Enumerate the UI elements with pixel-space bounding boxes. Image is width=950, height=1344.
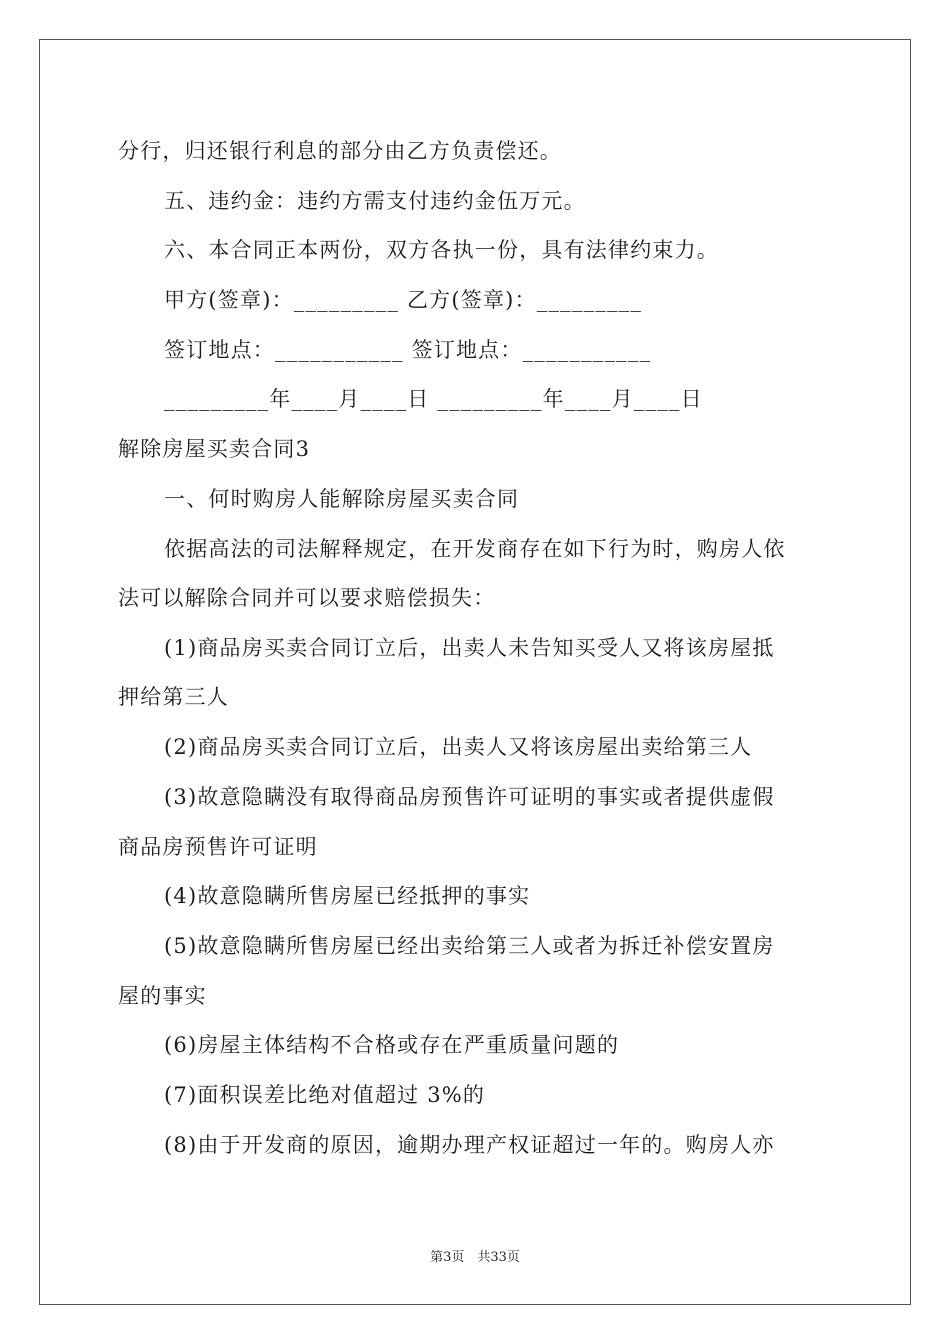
list-item-continuation: 屋的事实 <box>118 984 207 1008</box>
paragraph-line: 法可以解除合同并可以要求赔偿损失： <box>118 586 496 610</box>
page-number-footer: 第3页 共33页 <box>430 1250 520 1265</box>
list-item: (2)商品房买卖合同订立后，出卖人又将该房屋出卖给第三人 <box>164 735 753 759</box>
signing-place-line: 签订地点：___________ 签订地点：___________ <box>164 338 652 362</box>
list-item-continuation: 商品房预售许可证明 <box>118 835 318 859</box>
list-item: (8)由于开发商的原因，逾期办理产权证超过一年的。购房人亦 <box>164 1133 775 1157</box>
list-item: (4)故意隐瞒所售房屋已经抵押的事实 <box>164 884 531 908</box>
list-item: (5)故意隐瞒所售房屋已经出卖给第三人或者为拆迁补偿安置房 <box>164 934 775 958</box>
paragraph-line: 五、违约金：违约方需支付违约金伍万元。 <box>164 189 586 213</box>
list-item: (3)故意隐瞒没有取得商品房预售许可证明的事实或者提供虚假 <box>164 785 775 809</box>
paragraph-line: 六、本合同正本两份，双方各执一份，具有法律约束力。 <box>164 238 719 262</box>
date-line: _________年____月____日 _________年____月____日 <box>164 387 703 411</box>
subsection-heading: 一、何时购房人能解除房屋买卖合同 <box>164 487 520 511</box>
list-item-continuation: 押给第三人 <box>118 685 229 709</box>
page-border <box>39 39 911 1305</box>
paragraph-line: 分行，归还银行利息的部分由乙方负责偿还。 <box>118 139 562 163</box>
list-item: (6)房屋主体结构不合格或存在严重质量问题的 <box>164 1033 620 1057</box>
section-heading: 解除房屋买卖合同3 <box>118 437 311 461</box>
list-item: (1)商品房买卖合同订立后，出卖人未告知买受人又将该房屋抵 <box>164 636 775 660</box>
paragraph-line: 依据高法的司法解释规定，在开发商存在如下行为时，购房人依 <box>164 537 786 561</box>
list-item: (7)面积误差比绝对值超过 3%的 <box>164 1083 486 1107</box>
signature-line: 甲方(签章)：_________ 乙方(签章)：_________ <box>164 288 643 312</box>
